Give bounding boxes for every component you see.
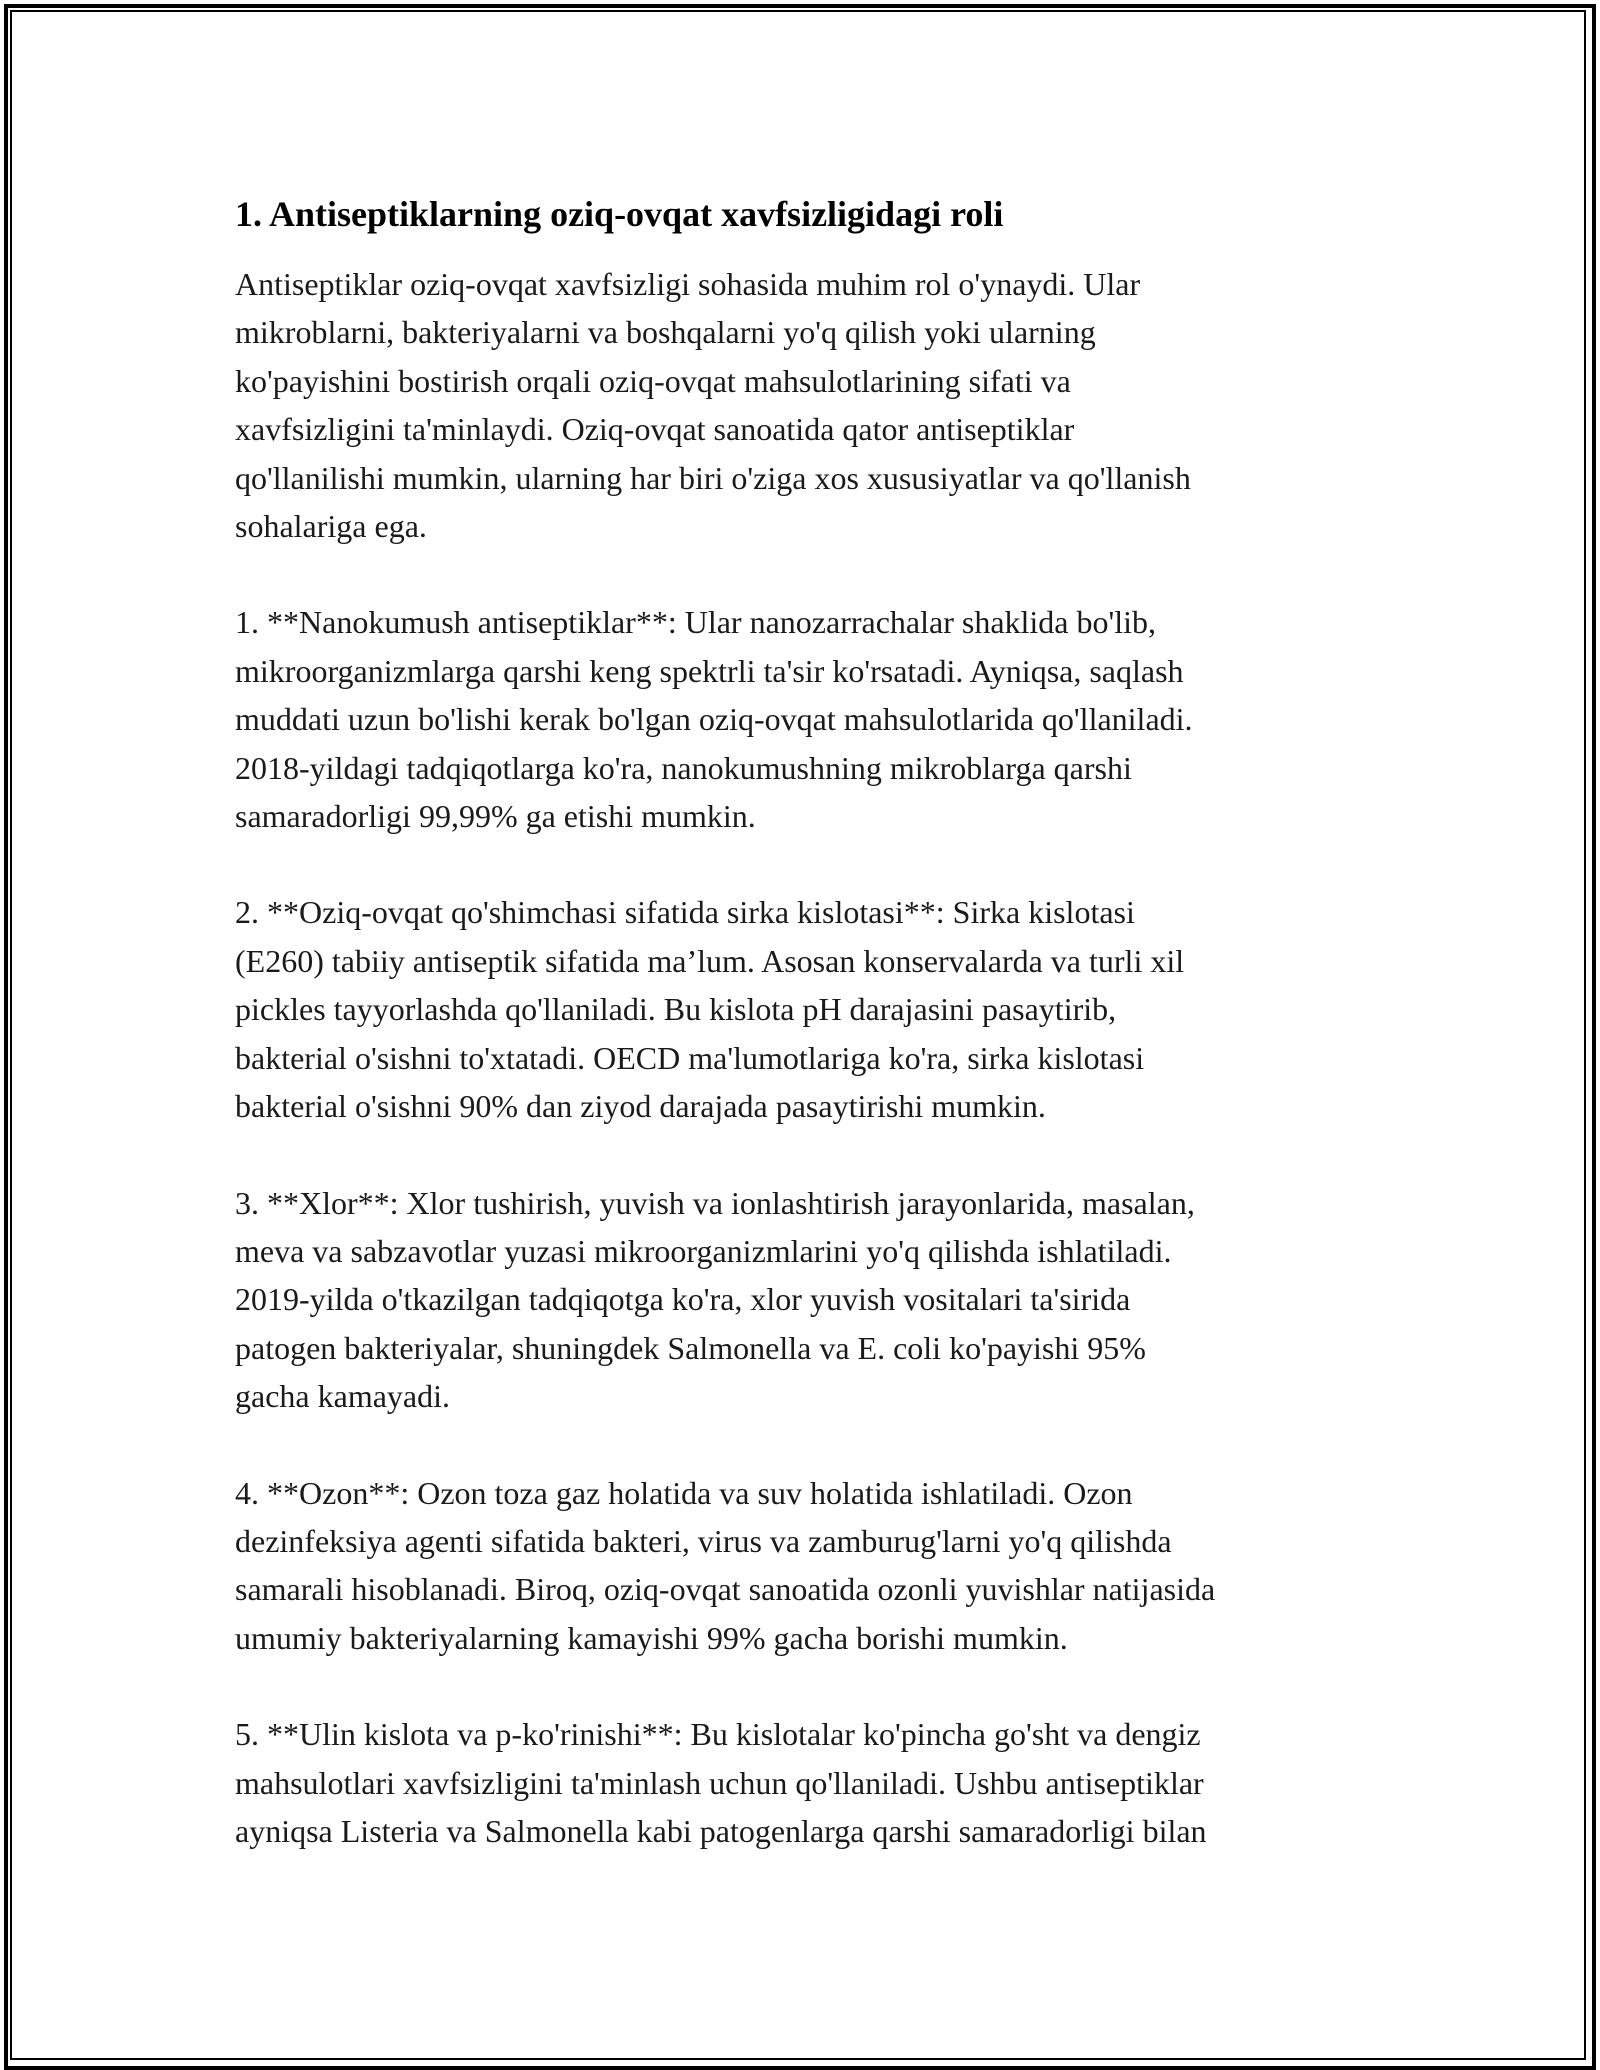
list-item-nanosilver xyxy=(235,598,1385,840)
text-line: ko'payishini bostirish orqali oziq-ovqat mahsulotlarining sifati va xyxy=(235,362,1071,399)
text-line: qo'llanilishi mumkin, ularning har biri o'ziga xos xususiyatlar va qo'llanish xyxy=(235,459,1191,496)
list-item-ozone xyxy=(235,1469,1385,1663)
text-line: mikroorganizmlarga qarshi keng spektrli ta'sir ko'rsatadi. Ayniqsa, saqlash xyxy=(235,652,1184,689)
text-line: ayniqsa Listeria va Salmonella kabi patogenlarga qarshi samaradorligi bilan xyxy=(235,1812,1207,1849)
list-item-chlorine xyxy=(235,1179,1385,1421)
text-line: 4. **Ozon**: Ozon toza gaz holatida va suv holatida ishlatiladi. Ozon xyxy=(235,1474,1133,1511)
text-line: sohalariga ega. xyxy=(235,508,427,545)
text-line: bakterial o'sishni 90% dan ziyod darajada pasaytirishi mumkin. xyxy=(235,1088,1046,1125)
text-line: meva va sabzavotlar yuzasi mikroorganizmlarini yo'q qilishda ishlatiladi. xyxy=(235,1232,1172,1269)
document-body xyxy=(235,188,1385,1903)
list-item-acid xyxy=(235,1710,1385,1855)
text-line: bakterial o'sishni to'xtatadi. OECD ma'lumotlariga ko'ra, sirka kislotasi xyxy=(235,1039,1145,1076)
list-item-acetic-acid xyxy=(235,888,1385,1130)
text-line: samaradorligi 99,99% ga etishi mumkin. xyxy=(235,798,756,835)
text-line: pickles tayyorlashda qo'llaniladi. Bu kislota pH darajasini pasaytirib, xyxy=(235,991,1117,1028)
text-line: mikroblarni, bakteriyalarni va boshqalarni yo'q qilish yoki ularning xyxy=(235,314,1096,351)
text-line: gacha kamayadi. xyxy=(235,1378,450,1415)
text-line: mahsulotlari xavfsizligini ta'minlash uchun qo'llaniladi. Ushbu antiseptiklar xyxy=(235,1764,1204,1801)
text-line: patogen bakteriyalar, shuningdek Salmonella va E. coli ko'payishi 95% xyxy=(235,1329,1146,1366)
text-line: umumiy bakteriyalarning kamayishi 99% gacha borishi mumkin. xyxy=(235,1619,1068,1656)
text-line: 2019-yilda o'tkazilgan tadqiqotga ko'ra, xlor yuvish vositalari ta'sirida xyxy=(235,1281,1131,1318)
text-line: Antiseptiklar oziq-ovqat xavfsizligi sohasida muhim rol o'ynaydi. Ular xyxy=(235,266,1141,302)
intro-paragraph xyxy=(235,260,1385,550)
text-line: xavfsizligini ta'minlaydi. Oziq-ovqat sanoatida qator antiseptiklar xyxy=(235,411,1075,448)
text-line: 2018-yildagi tadqiqotlarga ko'ra, nanokumushning mikroblarga qarshi xyxy=(235,749,1132,786)
text-line: 3. **Xlor**: Xlor tushirish, yuvish va ionlashtirish jarayonlarida, masalan, xyxy=(235,1184,1195,1221)
text-line: muddati uzun bo'lishi kerak bo'lgan oziq-ovqat mahsulotlarida qo'llaniladi. xyxy=(235,701,1193,738)
text-line: 1. **Nanokumush antiseptiklar**: Ular nanozarrachalar shaklida bo'lib, xyxy=(235,604,1157,641)
text-line: 2. **Oziq-ovqat qo'shimchasi sifatida sirka kislotasi**: Sirka kislotasi xyxy=(235,894,1135,931)
text-line: dezinfeksiya agenti sifatida bakteri, virus va zamburug'larni yo'q qilishda xyxy=(235,1522,1172,1559)
text-line: (E260) tabiiy antiseptik sifatida ma’lum. Asosan konservalarda va turli xil xyxy=(235,942,1185,979)
section-heading: 1. Antiseptiklarning oziq-ovqat xavfsizligidagi roli xyxy=(235,194,1004,234)
text-line: samarali hisoblanadi. Biroq, oziq-ovqat sanoatida ozonli yuvishlar natijasida xyxy=(235,1571,1216,1608)
text-line: 5. **Ulin kislota va p-ko'rinishi**: Bu kislotalar ko'pincha go'sht va dengiz xyxy=(235,1716,1201,1753)
